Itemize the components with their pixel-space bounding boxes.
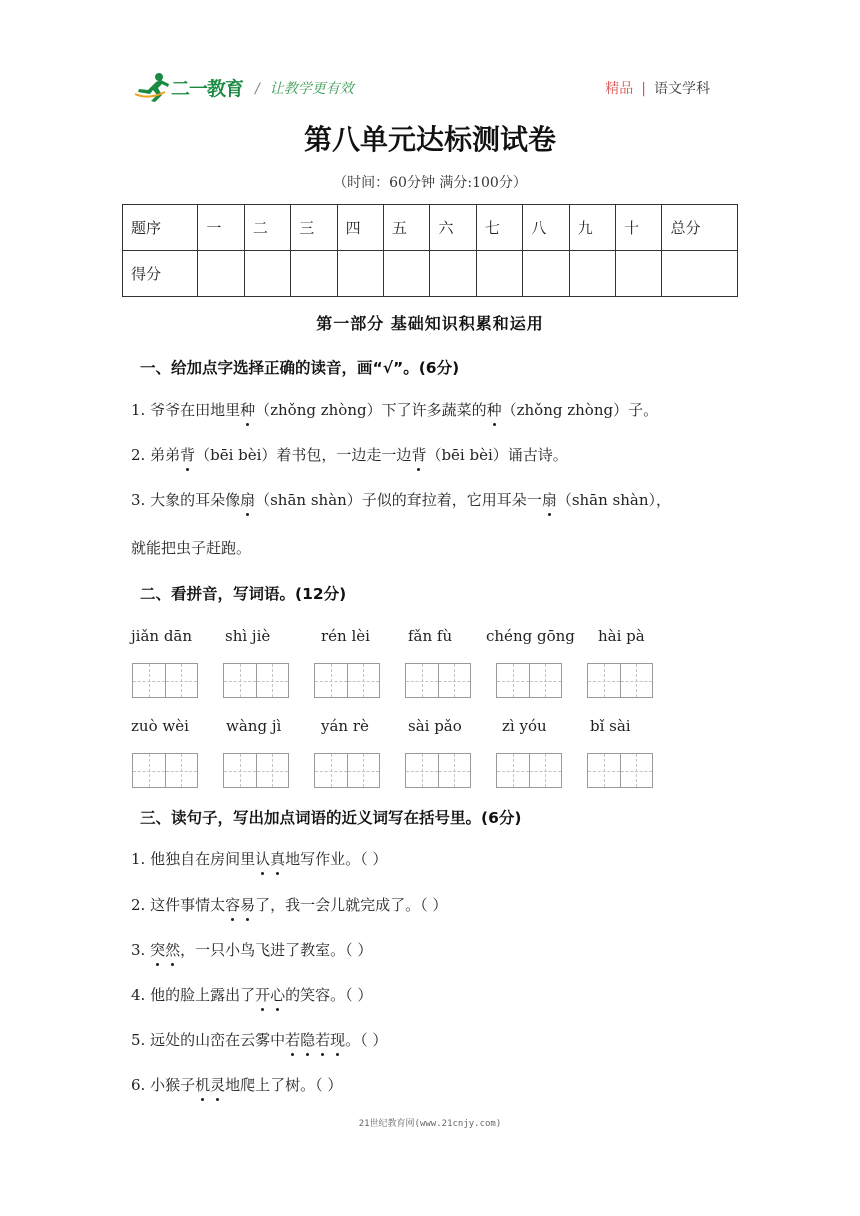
table-cell: 二 bbox=[244, 205, 290, 251]
slogan-separator: / bbox=[255, 81, 260, 97]
text: 3. bbox=[131, 941, 151, 959]
dotted-char: 灵 bbox=[210, 1076, 226, 1094]
grid-cell[interactable] bbox=[165, 754, 198, 787]
pinyin-label: yán rè bbox=[321, 717, 369, 735]
q3-title: 三、读句子，写出加点词语的近义词写在括号里。(6分) bbox=[140, 809, 522, 827]
dotted-char: 扇 bbox=[240, 491, 256, 509]
q3-sentence-6 bbox=[131, 1074, 342, 1095]
pinyin-label: hài pà bbox=[598, 627, 645, 645]
dotted-char: 真 bbox=[270, 850, 286, 868]
text: （zhǒng zhòng）下了许多蔬菜的 bbox=[255, 401, 487, 419]
dotted-char: 心 bbox=[270, 986, 286, 1004]
pinyin-label: chéng gōng bbox=[486, 627, 575, 645]
writing-grid[interactable] bbox=[496, 753, 562, 788]
grid-cell[interactable] bbox=[620, 754, 653, 787]
grid-cell[interactable] bbox=[588, 664, 620, 697]
grid-cell[interactable] bbox=[438, 754, 471, 787]
writing-grid[interactable] bbox=[314, 753, 380, 788]
q1-line-2 bbox=[131, 444, 568, 465]
q3-sentence-3 bbox=[131, 939, 372, 960]
pinyin-label: bǐ sài bbox=[590, 717, 631, 735]
slogan-text: 让教学更有效 bbox=[269, 81, 354, 97]
q3-sentence-1 bbox=[131, 848, 387, 869]
dotted-char: 认 bbox=[255, 850, 271, 868]
score-input-cell[interactable] bbox=[198, 251, 244, 297]
table-cell: 五 bbox=[384, 205, 430, 251]
text: （bēi bèi）着书包，一边走一边 bbox=[195, 446, 412, 464]
q1-line-3 bbox=[131, 489, 671, 510]
dotted-char: 易 bbox=[240, 896, 256, 914]
page-footer: 21世纪教育网(www.21cnjy.com) bbox=[358, 1119, 502, 1129]
text: 3. 大象的耳朵像 bbox=[131, 491, 241, 509]
score-table-header-row bbox=[123, 205, 738, 251]
header-tags bbox=[605, 78, 710, 98]
dotted-char: 背 bbox=[411, 446, 427, 464]
grid-cell[interactable] bbox=[620, 664, 653, 697]
writing-grid[interactable] bbox=[223, 753, 289, 788]
dotted-char: 现 bbox=[330, 1031, 346, 1049]
grid-cell[interactable] bbox=[529, 754, 562, 787]
text: （shān shàn）， bbox=[556, 491, 672, 509]
dotted-char: 种 bbox=[240, 401, 256, 419]
part-one-title: 第一部分 基础知识积累和运用 bbox=[316, 314, 544, 333]
running-man-icon bbox=[135, 72, 171, 102]
score-input-cell[interactable] bbox=[523, 251, 569, 297]
score-input-cell[interactable] bbox=[430, 251, 476, 297]
q3-sentence-5 bbox=[131, 1029, 387, 1050]
table-cell: 总分 bbox=[662, 205, 738, 251]
text: 了，我一会儿就完成了。（ ） bbox=[255, 896, 448, 914]
writing-grid[interactable] bbox=[314, 663, 380, 698]
table-cell: 得分 bbox=[123, 251, 198, 297]
dotted-char: 容 bbox=[225, 896, 241, 914]
text: 的笑容。（ ） bbox=[285, 986, 373, 1004]
writing-grid[interactable] bbox=[496, 663, 562, 698]
text: ，一只小鸟飞进了教室。（ ） bbox=[180, 941, 373, 959]
pinyin-label: sài pǎo bbox=[408, 717, 462, 735]
grid-cell[interactable] bbox=[315, 754, 347, 787]
grid-cell[interactable] bbox=[224, 664, 256, 697]
q3-sentence-2 bbox=[131, 894, 447, 915]
dotted-char: 突 bbox=[150, 941, 166, 959]
dotted-char: 种 bbox=[486, 401, 502, 419]
text: 2. 这件事情太 bbox=[131, 896, 226, 914]
table-cell: 三 bbox=[291, 205, 337, 251]
slogan bbox=[255, 78, 354, 98]
writing-grid[interactable] bbox=[132, 753, 198, 788]
table-cell: 十 bbox=[616, 205, 662, 251]
score-input-cell[interactable] bbox=[569, 251, 615, 297]
writing-grid[interactable] bbox=[587, 663, 653, 698]
score-table bbox=[122, 204, 738, 297]
dotted-char: 隐 bbox=[300, 1031, 316, 1049]
table-cell: 四 bbox=[337, 205, 383, 251]
pinyin-label: jiǎn dān bbox=[131, 627, 193, 645]
grid-cell[interactable] bbox=[347, 754, 380, 787]
writing-grid[interactable] bbox=[405, 753, 471, 788]
logo-text: 二一教育 bbox=[171, 78, 244, 100]
dotted-char: 背 bbox=[180, 446, 196, 464]
dotted-char: 若 bbox=[285, 1031, 301, 1049]
table-cell: 七 bbox=[476, 205, 522, 251]
score-input-cell[interactable] bbox=[662, 251, 738, 297]
pinyin-label: zuò wèi bbox=[131, 717, 189, 735]
score-table-score-row bbox=[123, 251, 738, 297]
grid-cell[interactable] bbox=[529, 664, 562, 697]
score-input-cell[interactable] bbox=[616, 251, 662, 297]
writing-grid[interactable] bbox=[132, 663, 198, 698]
grid-cell[interactable] bbox=[588, 754, 620, 787]
grid-cell[interactable] bbox=[256, 664, 289, 697]
text: 1. 他独自在房间里 bbox=[131, 850, 256, 868]
text: 2. 弟弟 bbox=[131, 446, 181, 464]
grid-cell[interactable] bbox=[133, 754, 165, 787]
table-cell: 八 bbox=[523, 205, 569, 251]
tag-jingpin: 精品 bbox=[605, 81, 634, 97]
grid-cell[interactable] bbox=[438, 664, 471, 697]
grid-cell[interactable] bbox=[497, 754, 529, 787]
grid-cell[interactable] bbox=[256, 754, 289, 787]
dotted-char: 机 bbox=[195, 1076, 211, 1094]
grid-cell[interactable] bbox=[133, 664, 165, 697]
page-title: 第八单元达标测试卷 bbox=[303, 123, 556, 156]
table-cell: 一 bbox=[198, 205, 244, 251]
score-input-cell[interactable] bbox=[291, 251, 337, 297]
q1-title: 一、给加点字选择正确的读音，画“√”。(6分) bbox=[140, 359, 460, 377]
writing-grid[interactable] bbox=[223, 663, 289, 698]
dotted-char: 若 bbox=[315, 1031, 331, 1049]
dotted-char: 然 bbox=[165, 941, 181, 959]
q2-title: 二、看拼音，写词语。(12分) bbox=[140, 585, 347, 603]
text: 6. 小猴子 bbox=[131, 1076, 196, 1094]
grid-cell[interactable] bbox=[347, 664, 380, 697]
logo bbox=[135, 72, 245, 102]
grid-cell[interactable] bbox=[497, 664, 529, 697]
dotted-char: 开 bbox=[255, 986, 271, 1004]
score-input-cell[interactable] bbox=[337, 251, 383, 297]
grid-cell[interactable] bbox=[406, 664, 438, 697]
text: 地爬上了树。（ ） bbox=[225, 1076, 343, 1094]
text: 4. 他的脸上露出了 bbox=[131, 986, 256, 1004]
pinyin-label: rén lèi bbox=[321, 627, 370, 645]
table-cell: 题序 bbox=[123, 205, 198, 251]
table-cell: 九 bbox=[569, 205, 615, 251]
text: 。（ ） bbox=[345, 1031, 388, 1049]
q1-line-4: 就能把虫子赶跑。 bbox=[131, 539, 252, 557]
text: （shān shàn）子似的耷拉着，它用耳朵一 bbox=[255, 491, 542, 509]
score-input-cell[interactable] bbox=[244, 251, 290, 297]
pinyin-label: shì jiè bbox=[225, 627, 271, 645]
tag-separator: | bbox=[641, 81, 646, 97]
grid-cell[interactable] bbox=[224, 754, 256, 787]
table-cell: 六 bbox=[430, 205, 476, 251]
pinyin-label: fǎn fù bbox=[408, 627, 453, 645]
q3-sentence-4 bbox=[131, 984, 372, 1005]
grid-cell[interactable] bbox=[315, 664, 347, 697]
grid-cell[interactable] bbox=[406, 754, 438, 787]
text: 5. 远处的山峦在云雾中 bbox=[131, 1031, 286, 1049]
page-subtitle: （时间：60分钟 满分:100分） bbox=[333, 175, 527, 191]
grid-cell[interactable] bbox=[165, 664, 198, 697]
writing-grid[interactable] bbox=[587, 753, 653, 788]
text: （zhǒng zhòng）子。 bbox=[501, 401, 659, 419]
text: （bēi bèi）诵古诗。 bbox=[426, 446, 568, 464]
text: 1. 爷爷在田地里 bbox=[131, 401, 241, 419]
text: 地写作业。（ ） bbox=[285, 850, 388, 868]
writing-grid[interactable] bbox=[405, 663, 471, 698]
dotted-char: 扇 bbox=[541, 491, 557, 509]
pinyin-label: zì yóu bbox=[502, 717, 547, 735]
q1-line-1 bbox=[131, 399, 658, 420]
score-input-cell[interactable] bbox=[476, 251, 522, 297]
tag-subject: 语文学科 bbox=[654, 81, 710, 97]
pinyin-label: wàng jì bbox=[226, 717, 282, 735]
score-input-cell[interactable] bbox=[384, 251, 430, 297]
